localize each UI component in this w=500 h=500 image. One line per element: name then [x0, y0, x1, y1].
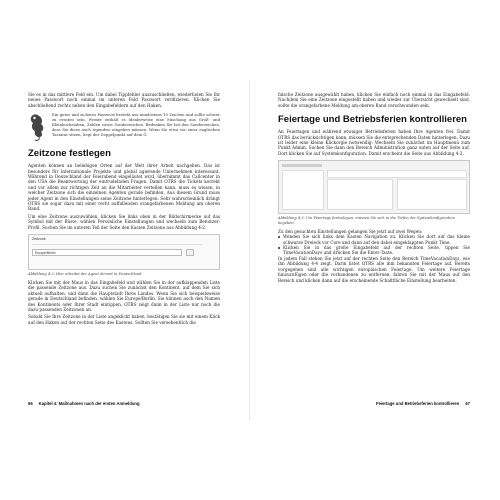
page-number: 66	[28, 401, 33, 406]
paragraph: An Feiertagen und während etwaiger Betriebsferien haben Ihre Agenten frei. Damit OTRS das berücksichtigen kann, müssen Sie die entsprechenden Daten hinterlegen. Dazu ist leider eine kleine Klickorgie notwendig: Wechseln Sie zunächst im Hauptmenü zum Punkt Admin. Suchen Sie dann den Bereich Administration ganz unten auf der Seite auf. Dort klicken Sie auf Systemkonfiguration. Damit erscheint die Seite aus Abbildung 4-3.	[278, 129, 470, 156]
right-page	[278, 92, 470, 410]
section-heading: Zeitzone festlegen	[28, 148, 111, 160]
figure-caption: Abbildung 4-2: Hier arbeitet der Agent derzeit in Deutschland.	[28, 272, 143, 277]
paragraph: Sie es in das mittlere Feld ein. Um dabei Tippfehler auszuschließen, wiederholen Sie Ihr neues Passwort noch einmal im unteren Feld Passwort verifizieren. Klicken Sie abschließend rechts neben den Eingabefeldern auf den Haken.	[28, 92, 220, 108]
navigation-panel	[282, 170, 324, 210]
list-item	[278, 245, 470, 256]
note-text: Ein gutes und sicheres Passwort besteht aus mindestens 10 Zeichen und sollte schwer zu erraten sein. Ferner enthält es idealerweise eine Mischung aus Groß- und Kleinbuchstaben, Zahlen sowie Sonderzeichen. Bedenken Sie bei den Sonderzeichen, dass Sie diese auch irgendwo eingeben müssen. Wenn Sie etwa vor einer englischen Tastatur sitzen, liegt der Doppelpunkt auf dem Ö.	[52, 112, 220, 138]
search-input[interactable]	[327, 170, 467, 178]
left-page	[28, 92, 220, 410]
paragraph: Um eine Zeitzone auszuwählen, klicken Sie links oben in der Bildschirmecke auf das Symbol mit der Büste, wählen Persönliche Einstellungen und wechseln zum Benutzer-Profil. Suchen Sie im unteren Teil der Seite den Kasten Zeitzone aus Abbildung 4-2.	[28, 213, 220, 230]
settings-panel	[397, 179, 467, 210]
placeholder-bar	[282, 164, 322, 167]
footer-chapter: Kapitel 4: Maßnahmen nach der ersten Anmeldung	[38, 401, 140, 406]
animal-illustration-icon	[28, 112, 46, 142]
list-item	[278, 234, 470, 245]
page-number: 67	[465, 401, 470, 406]
section-heading: Feiertage und Betriebsferien kontrollieren	[278, 114, 467, 126]
paragraph: falsche Zeitzone ausgewählt haben, klicken Sie einfach noch einmal in das Eingabefeld. Nachdem Sie eine Zeitzone eingestellt haben und wieder zur Übersicht gewechselt sind, sollte die orangefarbene Meldung am oberen Rand verschwunden sein.	[278, 92, 470, 108]
screenshot-timezone	[28, 234, 220, 270]
settings-panel	[327, 179, 393, 210]
list-item-text: Wenden Sie sich links dem Kasten Navigation zu. Klicken Sie dort auf das kleine schwarze Dreieck vor Core und dann auf den dabei eingeklappten Punkt Time.	[283, 234, 470, 245]
footer-section: Feiertage und Betriebsferien kontrollieren	[376, 401, 460, 406]
timezone-select[interactable]: Europe/Berlin	[32, 249, 182, 256]
paragraph: Klicken Sie mit der Maus in das Eingabefeld und wählen Sie in der aufklappenden Liste die passende Zeitzone aus. Dazu suchen Sie zunächst den Kontinent, auf dem Sie sich aktuell aufhalten, und dann die Hauptstadt Ihres Landes. Wenn Sie sich beispielsweise gerade in Deutschland befinden, wählen Sie Europe/Berlin. Sie können auch den Namen des Kontinents oder Ihrer Stadt eintippen, OTRS zeigt dann in der Liste nur noch die dazu passenden Zeitzonen an.	[28, 279, 220, 312]
bullet-icon	[278, 236, 280, 238]
gutter	[249, 80, 250, 420]
paragraph: In jedem Fall stehen Sie jetzt auf der rechten Seite den Bereich TimeVacationDays, wie ihn Abbildung 4-4 zeigt. Darin listet OTRS alle ihm bekannten Feiertage auf. Bereits vorgegeben sind alle wichtigen europäischen Feiertage. Um weitere Feiertage hinzuzufügen oder die vorhandenen zu entfernen, fahren Sie mit der Maus auf den Bereich und klicken dann auf die erscheinende Schaltfläche Einstellung bearbeiten.	[278, 255, 470, 283]
divider	[32, 244, 202, 245]
figure-caption: Abbildung 4-3: Um Feiertage festzulegen, müssen Sie sich in die Tiefen der Systemkonfiguration begeben.	[278, 216, 455, 226]
screenshot-system-configuration	[278, 160, 470, 214]
left-footer	[28, 400, 220, 407]
confirm-check-icon[interactable]	[186, 249, 194, 256]
bullet-icon	[278, 247, 280, 249]
paragraph: Zu den gesuchten Einstellungen gelangen Sie jetzt auf zwei Wegen:	[278, 228, 423, 234]
note-box	[28, 112, 220, 142]
paragraph: Sobald Sie Ihre Zeitzone in der Liste angeklickt haben, bestätigen Sie sie mit einem Klick auf den Haken auf der rechten Seite des Kastens. Sollten Sie versehentlich die	[28, 314, 220, 325]
right-footer	[278, 400, 470, 407]
paragraph: Agenten können an beliebigen Orten auf der Welt ihrer Arbeit nachgehen. Das ist besonders für internationale Projekte und global agierende Unternehmen interessant. Während in Deutschland der Feierabend eingeläutet wird, übernimmt das Callcenter in den USA die Beantwortung der eintrudelnden Fragen. Damit OTRS die Tickets korrekt und vor allem zur richtigen Zeit an die Mitarbeiter verteilen kann, muss es wissen, in welcher Zeitzone sich die einzelnen Agenten gerade befinden. Aus diesem Grund muss jeder Agent in den Einstellungen seine Zeitzone hinterlegen. Sehr wahrscheinlich drängt OTRS sie sogar dazu mit einer recht auffallenden orangefarbenen Meldung am oberen Rand.	[28, 163, 220, 212]
screenshot-title: Zeitzone	[32, 237, 46, 242]
list-item-text: Klicken Sie in das große Eingabefeld auf der rechten Seite, tippen Sie TimeVacationDays und drücken Sie die Enter-Taste.	[283, 245, 470, 256]
